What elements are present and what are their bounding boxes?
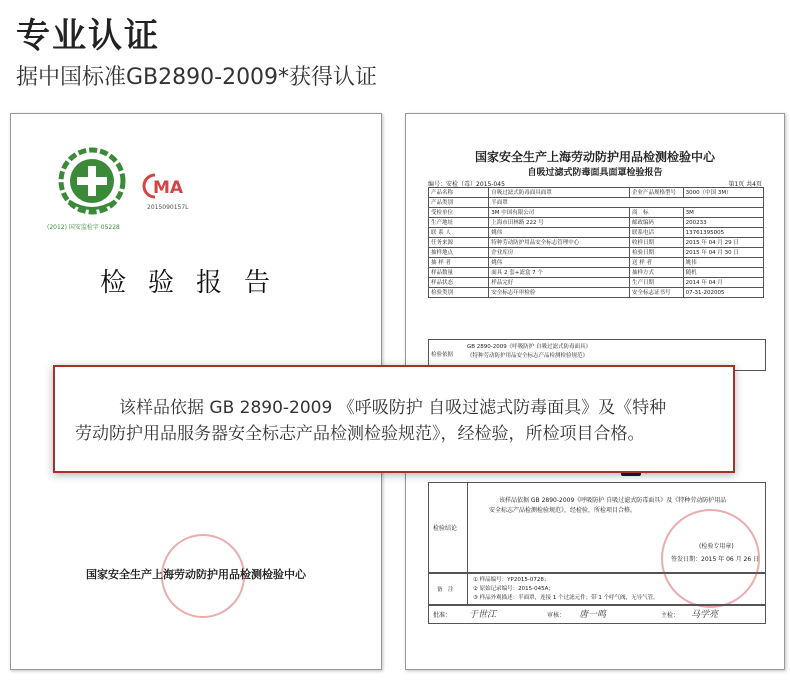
approve-label: 批准： [433, 612, 452, 619]
table-cell: 企业产品规格型号 [629, 188, 683, 198]
table-cell: 安全标志证书号 [629, 288, 683, 298]
conclusion-seal-label: (检验专用章) [699, 543, 734, 550]
table-cell: 抽样地点 [429, 248, 489, 258]
table-row [429, 228, 764, 238]
inspector-label: 主检： [661, 612, 680, 619]
table-row [429, 278, 764, 288]
table-cell: 抽样方式 [629, 268, 683, 278]
table-cell: 受检单位 [429, 208, 489, 218]
table-cell: 07-31-202005 [683, 288, 763, 298]
table-cell: 收样日期 [629, 238, 683, 248]
table-cell: 3M [683, 208, 763, 218]
table-row [429, 218, 764, 228]
conclusion-date: 签发日期：2015 年 06 月 26 日 [671, 556, 760, 563]
table-cell: 3000（中国 3M） [683, 188, 763, 198]
signature-row [428, 604, 766, 624]
note-1: ① 样品编号：YP2015-0728； [473, 577, 550, 583]
report-number: 编号：安检（毒）2015-045 [428, 181, 505, 188]
table-cell: 样品状态 [429, 278, 489, 288]
conclusion-label: 检验结论 [433, 525, 458, 532]
table-cell: 自吸过滤式防毒面具面罩 [489, 188, 630, 198]
table-cell: 2014 年 04 月 [683, 278, 763, 288]
callout-line-2: 劳动防护用品服务器安全标志产品检测检验规范》，经检验，所检项目合格。 [75, 424, 645, 444]
note-3: ③ 样品外观描述：半面罩，连接 1 个过滤元件；带 1 个呼气阀，无导气管。 [473, 595, 659, 601]
report-subheading: 自吸过滤式防毒面具面罩检验报告 [527, 168, 663, 178]
table-cell: 200233 [683, 218, 763, 228]
table-cell: 姚伟 [489, 228, 630, 238]
basis-line-2: 《特种劳动防护用品安全标志产品检测检验规范》 [467, 353, 589, 359]
table-cell: 样品完好 [489, 278, 630, 288]
table-cell: 2015 年 04 月 30 日 [683, 248, 763, 258]
table-row [429, 248, 764, 258]
table-cell: 送 样 者 [629, 258, 683, 268]
table-cell: 3M 中国有限公司 [489, 208, 630, 218]
table-cell: 任务来源 [429, 238, 489, 248]
table-cell: 企业库房 [489, 248, 630, 258]
table-cell: 上海市田林路 222 号 [489, 218, 630, 228]
table-cell: 产品类别 [429, 198, 489, 208]
callout-line-1: 该样品依据 GB 2890-2009 《呼吸防护 自吸过滤式防毒面具》及《特种 [119, 398, 667, 418]
cma-logo-icon [141, 172, 195, 200]
table-cell: 检验日期 [629, 248, 683, 258]
table-cell: 商 标 [629, 208, 683, 218]
table-row [429, 188, 764, 198]
table-cell: 特种劳动防护用品安全标志管理中心 [489, 238, 630, 248]
table-row [429, 268, 764, 278]
conclusion-callout [53, 365, 735, 473]
logo-cma-caption: 2015090157L [147, 204, 189, 211]
table-cell: 邮政编码 [629, 218, 683, 228]
table-cell: 产品名称 [429, 188, 489, 198]
logo-cross-caption: (2012) 国安监检字 05228 [47, 224, 120, 231]
section-title: 专业认证 [16, 16, 160, 56]
page-number: 第1页 共4页 [728, 181, 762, 188]
table-cell: 联系电话 [629, 228, 683, 238]
table-cell: 抽 样 者 [429, 258, 489, 268]
report-info-table [428, 187, 764, 298]
report-heading: 国家安全生产上海劳动防护用品检测检验中心 [474, 150, 715, 164]
note-2: ② 原始记录编号：2015-045A； [473, 586, 554, 592]
notes-label: 备 注 [437, 587, 454, 593]
review-signature: 唐一鸣 [579, 610, 607, 620]
approve-signature: 于世江 [469, 610, 497, 620]
conclusion-line-2: 安全标志产品检测检验规范》，经检验，所检项目合格。 [489, 507, 637, 514]
issuing-organization: 国家安全生产上海劳动防护用品检测检验中心 [86, 568, 306, 581]
table-cell: 姚伟 [489, 258, 630, 268]
safety-cross-logo-icon [57, 146, 127, 216]
table-row [429, 288, 764, 298]
section-subtitle: 据中国标准GB2890-2009*获得认证 [16, 65, 378, 90]
cma-logo-label: MA [153, 178, 184, 198]
basis-label: 检验依据 [431, 352, 454, 358]
table-cell: 安全标志年审检验 [489, 288, 630, 298]
table-cell: 随机 [683, 268, 763, 278]
table-cell: 生产地址 [429, 218, 489, 228]
table-row [429, 238, 764, 248]
table-row [429, 258, 764, 268]
table-cell: 生产日期 [629, 278, 683, 288]
conclusion-line-1: 该样品依据 GB 2890-2009《呼吸防护 自吸过滤式防毒面具》及《特种劳动防护用品 [499, 497, 727, 504]
table-cell: 2015 年 04 月 29 日 [683, 238, 763, 248]
table-row [429, 208, 764, 218]
table-cell: 半面罩 [489, 198, 764, 208]
basis-line-1: GB 2890-2009《呼吸防护 自吸过滤式防毒面具》 [467, 344, 592, 350]
table-cell: 姚伟 [683, 258, 763, 268]
inspector-signature: 马学亮 [691, 610, 719, 620]
table-cell: 联 系 人 [429, 228, 489, 238]
table-cell: 13761395005 [683, 228, 763, 238]
callout-text [75, 395, 715, 447]
table-row [429, 198, 764, 208]
table-cell: 检验类别 [429, 288, 489, 298]
table-cell: 面具 2 套+滤盒 7 个 [489, 268, 630, 278]
report-title: 检验报告 [99, 268, 292, 298]
table-cell: 样品数量 [429, 268, 489, 278]
notes-row [428, 572, 766, 606]
review-label: 审核： [547, 612, 566, 619]
